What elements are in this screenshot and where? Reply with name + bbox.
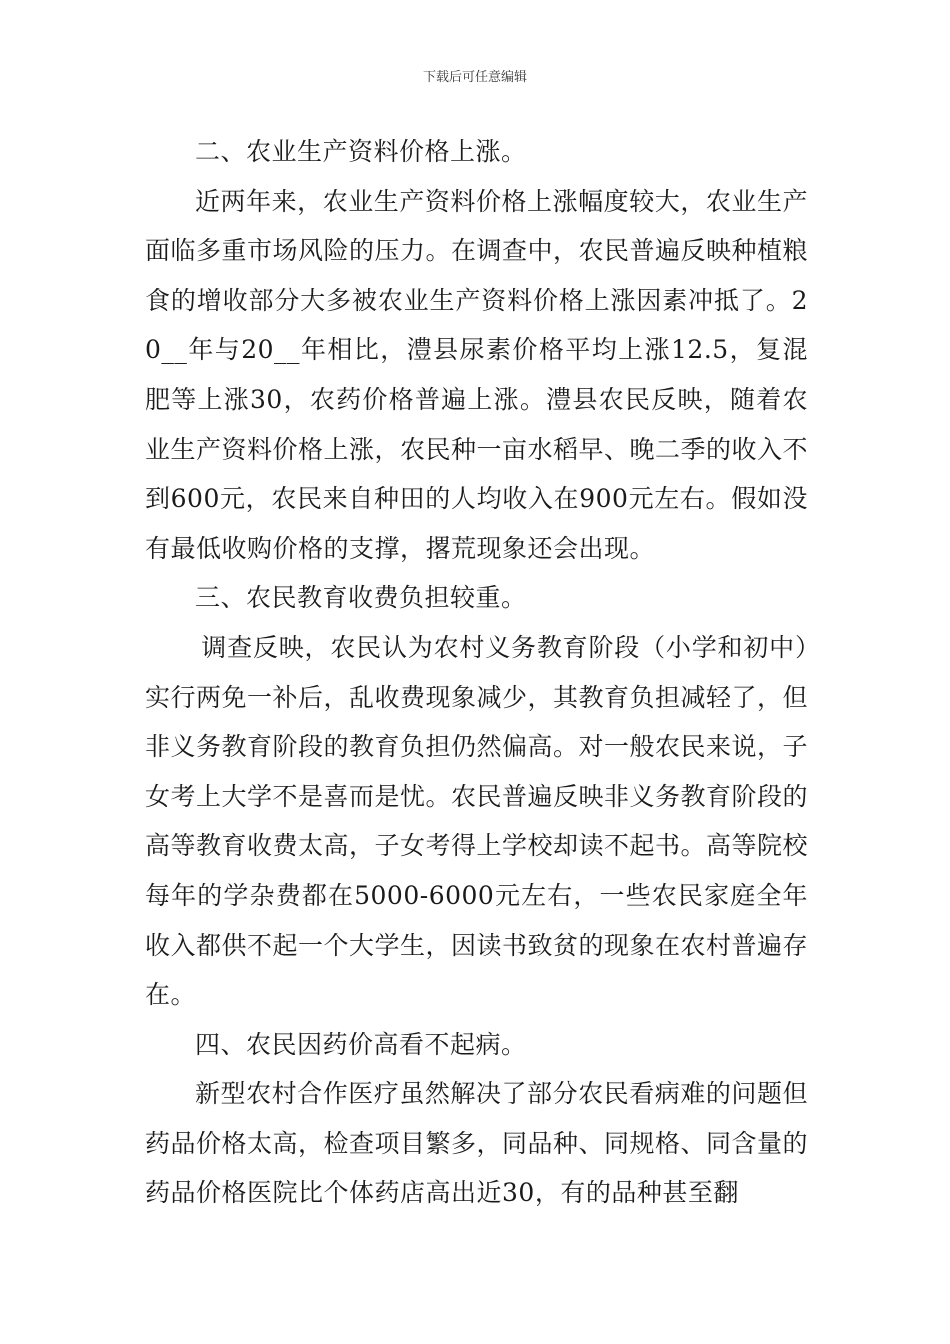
paragraph-medical-costs: 新型农村合作医疗虽然解决了部分农民看病难的问题但药品价格太高，检查项目繁多，同品种、同规格、同含量的药品价格医院比个体药店高出近30，有的品种甚至翻: [145, 1079, 809, 1208]
section-heading-4: 四、农民因药价高看不起病。: [195, 1029, 527, 1059]
paragraph-production-costs: 近两年来，农业生产资料价格上涨幅度较大，农业生产面临多重市场风险的压力。在调查中，农民普遍反映种植粮食的增收部分大多被农业生产资料价格上涨因素冲抵了。20__年与20__年相比，澧县尿素价格平均上涨12.5，复混肥等上涨30，农药价格普遍上涨。澧县农民反映，随着农业生产资料价格上涨，农民种一亩水稻早、晚二季的收入不到600元，农民来自种田的人均收入在900元左右。假如没有最低收购价格的支撑，撂荒现象还会出现。: [145, 186, 809, 563]
section-heading-3: 三、农民教育收费负担较重。: [195, 583, 527, 613]
paragraph-education-fees: 调查反映，农民认为农村义务教育阶段（小学和初中）实行两免一补后，乱收费现象减少，其教育负担减轻了，但非义务教育阶段的教育负担仍然偏高。对一般农民来说，子女考上大学不是喜而是忧。农民普遍反映非义务教育阶段的高等教育收费太高，子女考得上学校却读不起书。高等院校每年的学杂费都在5000-6000元左右，一些农民家庭全年收入都供不起一个大学生，因读书致贫的现象在农村普遍存在。: [145, 632, 809, 1010]
page-header: 下载后可任意编辑: [422, 70, 527, 85]
document-body: [145, 127, 808, 1218]
section-heading-2: 二、农业生产资料价格上涨。: [195, 137, 527, 166]
